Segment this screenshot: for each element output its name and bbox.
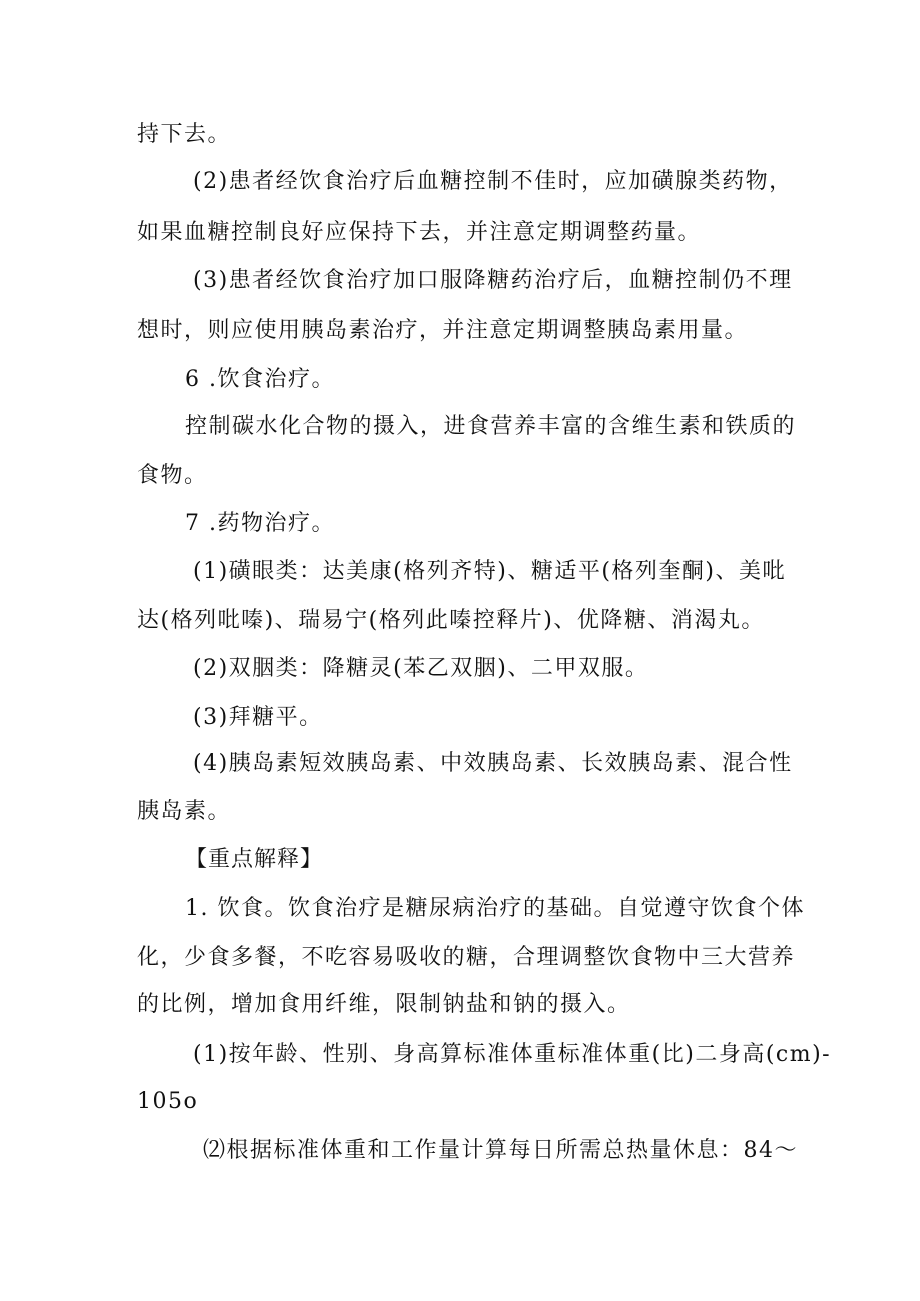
- text-line: 食物。: [137, 463, 208, 488]
- text-line: (1)按年龄、性别、身高算标准体重标准体重(比)二身高(cm)-: [193, 1042, 832, 1067]
- text-line: 胰岛素。: [137, 799, 232, 824]
- text-line: (2)双胭类：降糖灵(苯乙双胭)、二甲双服。: [193, 656, 649, 681]
- text-line: (2)患者经饮食治疗后血糖控制不佳时，应加磺腺类药物，: [193, 169, 793, 194]
- text-line: 想时，则应使用胰岛素治疗，并注意定期调整胰岛素用量。: [137, 318, 749, 343]
- text-line: 达(格列吡嗪)、瑞易宁(格列此嗪控释片)、优降糖、消渴丸。: [137, 608, 765, 633]
- text-line: 控制碳水化合物的摄入，进食营养丰富的含维生素和铁质的: [185, 414, 797, 439]
- text-line: (3)患者经饮食治疗加口服降糖药治疗后，血糖控制仍不理: [193, 268, 793, 293]
- text-line: 化，少食多餐，不吃容易吸收的糖，合理调整饮食物中三大营养: [137, 945, 796, 970]
- text-line: (4)胰岛素短效胰岛素、中效胰岛素、长效胰岛素、混合性: [193, 751, 793, 776]
- text-line: 1. 饮食。饮食治疗是糖尿病治疗的基础。自觉遵守饮食个体: [185, 896, 805, 921]
- text-line: 6 .饮食治疗。: [185, 367, 335, 392]
- text-line: (1)磺眼类：达美康(格列齐特)、糖适平(格列奎酮)、美吡: [193, 559, 786, 584]
- text-line: 7 .药物治疗。: [185, 511, 335, 536]
- text-line: 持下去。: [137, 122, 232, 147]
- text-line: (3)拜糖平。: [193, 705, 323, 730]
- text-line: 的比例，增加食用纤维，限制钠盐和钠的摄入。: [137, 992, 631, 1017]
- text-line: 105o: [137, 1089, 199, 1114]
- text-line: 如果血糖控制良好应保持下去，并注意定期调整药量。: [137, 220, 702, 245]
- section-heading: 【重点解释】: [185, 847, 324, 872]
- text-line: ⑵根据标准体重和工作量计算每日所需总热量休息：84～: [203, 1138, 798, 1163]
